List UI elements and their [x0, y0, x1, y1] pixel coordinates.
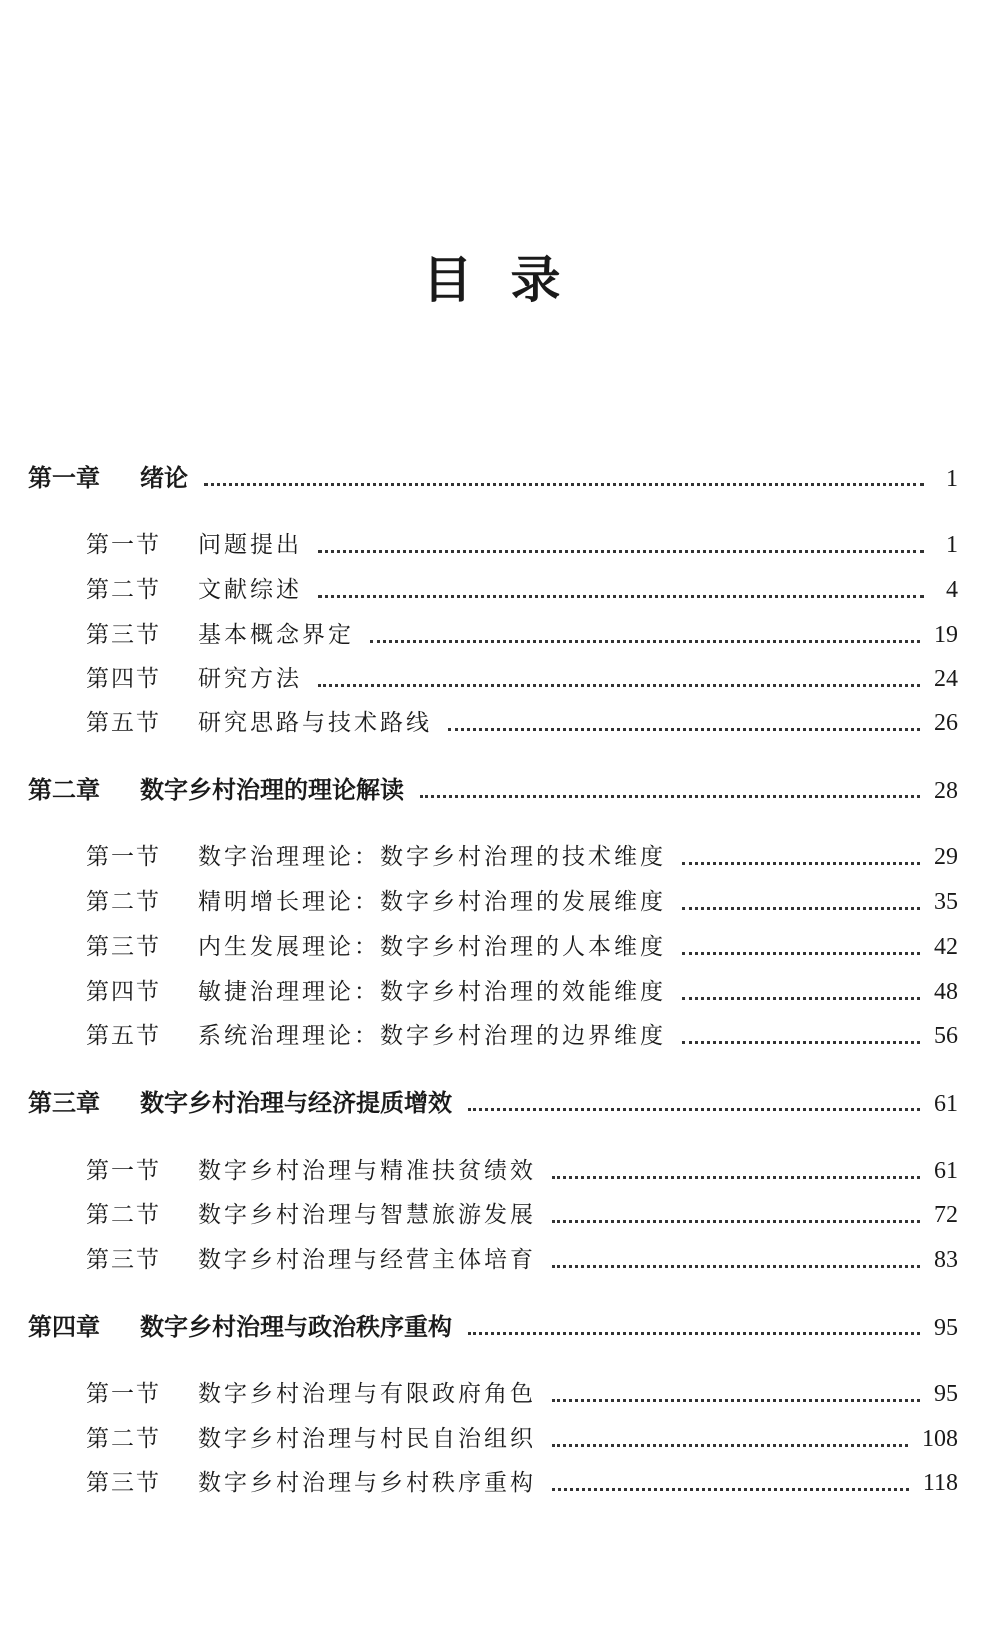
section-number: 第四节 [86, 666, 161, 692]
page-number: 28 [934, 778, 958, 804]
dot-leader [552, 1487, 909, 1491]
page-number: 48 [934, 979, 958, 1005]
section-title: 数字乡村治理与经营主体培育 [198, 1247, 536, 1273]
dot-leader [370, 639, 920, 643]
dot-leader [318, 683, 920, 687]
section-number: 第四节 [86, 979, 161, 1005]
dot-leader [552, 1175, 920, 1179]
page-title: 目录 [422, 251, 599, 309]
toc-section-3-1[interactable] [86, 1151, 958, 1191]
page-number: 4 [946, 577, 958, 603]
page-number: 95 [934, 1315, 958, 1341]
page-number: 118 [922, 1470, 958, 1496]
section-number: 第一节 [86, 1158, 161, 1184]
section-number: 第三节 [86, 622, 161, 648]
page-number: 83 [934, 1247, 958, 1273]
toc-section-1-5[interactable] [86, 703, 958, 743]
section-title: 精明增长理论：数字乡村治理的发展维度 [198, 889, 666, 915]
chapter-number: 第二章 [28, 776, 100, 804]
page-number: 29 [934, 844, 958, 870]
page-number: 35 [934, 889, 958, 915]
toc-section-4-3[interactable] [86, 1463, 958, 1503]
toc-section-1-2[interactable] [86, 570, 958, 610]
section-number: 第一节 [86, 1381, 161, 1407]
chapter-number: 第四章 [28, 1313, 100, 1341]
page-number: 108 [922, 1426, 958, 1452]
toc-section-1-1[interactable] [86, 525, 958, 565]
page-number: 1 [946, 466, 958, 492]
section-number: 第三节 [86, 934, 161, 960]
toc-section-3-3[interactable] [86, 1240, 958, 1280]
section-title: 数字乡村治理与乡村秩序重构 [198, 1470, 536, 1496]
section-title: 数字乡村治理与村民自治组织 [198, 1426, 536, 1452]
section-number: 第一节 [86, 844, 161, 870]
dot-leader [682, 906, 920, 910]
dot-leader [468, 1107, 920, 1111]
toc-chapter-3[interactable] [28, 1083, 958, 1123]
section-title: 数字乡村治理与精准扶贫绩效 [198, 1158, 536, 1184]
dot-leader [552, 1219, 920, 1223]
toc-section-4-1[interactable] [86, 1374, 958, 1414]
section-number: 第五节 [86, 710, 161, 736]
dot-leader [682, 951, 920, 955]
section-title: 问题提出 [198, 532, 302, 558]
section-title: 系统治理理论：数字乡村治理的边界维度 [198, 1023, 666, 1049]
page-number: 1 [946, 532, 958, 558]
dot-leader [468, 1331, 920, 1335]
dot-leader [682, 996, 920, 1000]
section-title: 基本概念界定 [198, 622, 354, 648]
chapter-title: 数字乡村治理与经济提质增效 [140, 1089, 452, 1117]
section-number: 第一节 [86, 532, 161, 558]
toc-section-1-4[interactable] [86, 659, 958, 699]
page-number: 24 [934, 666, 958, 692]
dot-leader [448, 727, 920, 731]
toc-section-2-5[interactable] [86, 1016, 958, 1056]
section-title: 敏捷治理理论：数字乡村治理的效能维度 [198, 979, 666, 1005]
page-number: 56 [934, 1023, 958, 1049]
section-title: 数字乡村治理与智慧旅游发展 [198, 1202, 536, 1228]
toc-section-2-1[interactable] [86, 837, 958, 877]
section-title: 数字乡村治理与有限政府角色 [198, 1381, 536, 1407]
dot-leader [552, 1398, 920, 1402]
dot-leader [318, 594, 924, 598]
toc-section-4-2[interactable] [86, 1419, 958, 1459]
page-number: 26 [934, 710, 958, 736]
chapter-title: 数字乡村治理与政治秩序重构 [140, 1313, 452, 1341]
dot-leader [318, 549, 924, 553]
toc-section-2-4[interactable] [86, 972, 958, 1012]
section-title: 文献综述 [198, 577, 302, 603]
chapter-number: 第三章 [28, 1089, 100, 1117]
page-number: 19 [934, 622, 958, 648]
chapter-title: 数字乡村治理的理论解读 [140, 776, 404, 804]
section-number: 第二节 [86, 577, 161, 603]
section-title: 数字治理理论：数字乡村治理的技术维度 [198, 844, 666, 870]
toc-section-2-2[interactable] [86, 882, 958, 922]
section-title: 研究思路与技术路线 [198, 710, 432, 736]
dot-leader [552, 1443, 908, 1447]
section-title: 内生发展理论：数字乡村治理的人本维度 [198, 934, 666, 960]
toc-section-1-3[interactable] [86, 615, 958, 655]
section-number: 第二节 [86, 1426, 161, 1452]
page-number: 61 [934, 1158, 958, 1184]
dot-leader [682, 861, 920, 865]
section-number: 第二节 [86, 889, 161, 915]
dot-leader [552, 1264, 920, 1268]
page-number: 95 [934, 1381, 958, 1407]
dot-leader [204, 482, 924, 486]
toc-chapter-4[interactable] [28, 1307, 958, 1347]
page-number: 61 [934, 1091, 958, 1117]
chapter-number: 第一章 [28, 464, 100, 492]
page-number: 42 [934, 934, 958, 960]
dot-leader [420, 794, 920, 798]
section-number: 第三节 [86, 1470, 161, 1496]
section-title: 研究方法 [198, 666, 302, 692]
toc-chapter-2[interactable] [28, 770, 958, 810]
dot-leader [682, 1040, 920, 1044]
chapter-title: 绪论 [140, 464, 188, 492]
toc-chapter-1[interactable] [28, 458, 958, 498]
section-number: 第三节 [86, 1247, 161, 1273]
section-number: 第二节 [86, 1202, 161, 1228]
page-number: 72 [934, 1202, 958, 1228]
section-number: 第五节 [86, 1023, 161, 1049]
toc-section-3-2[interactable] [86, 1195, 958, 1235]
toc-section-2-3[interactable] [86, 927, 958, 967]
